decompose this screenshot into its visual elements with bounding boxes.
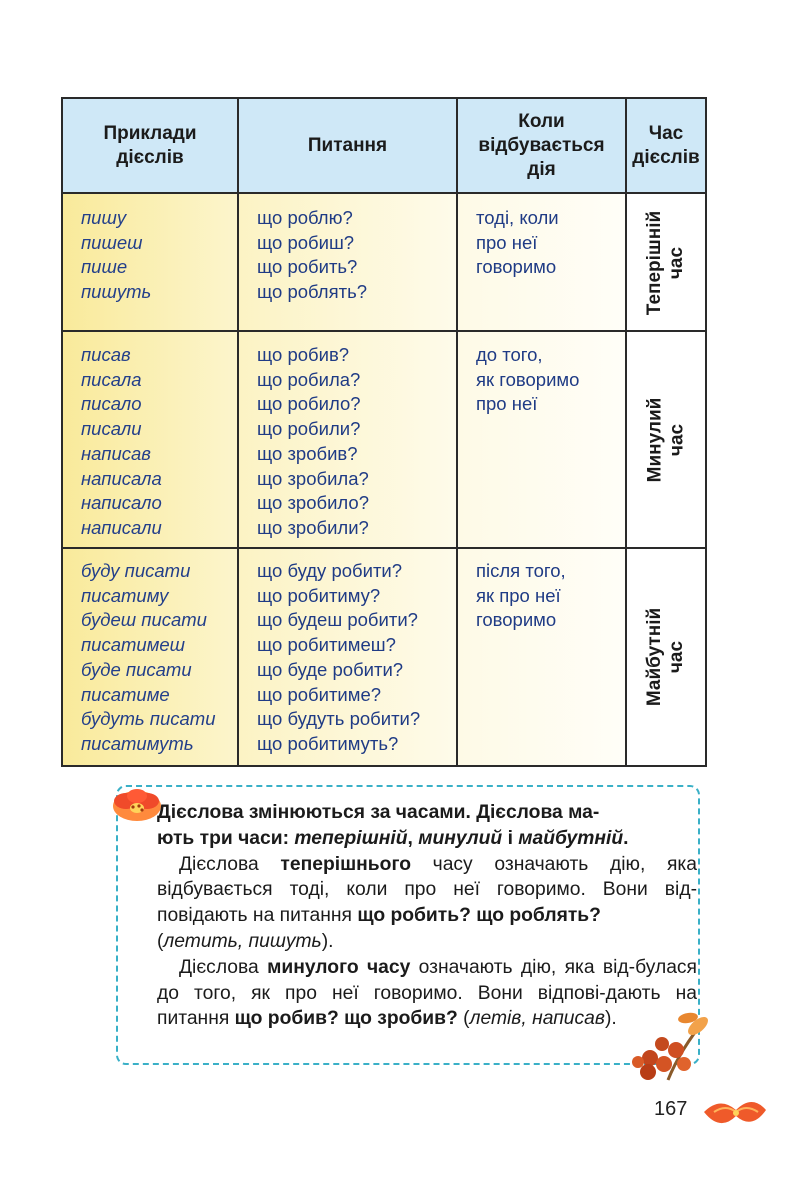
- rule-paragraph-3: [157, 955, 697, 1032]
- verb-example: писатиме: [81, 683, 170, 705]
- text: (: [457, 1008, 470, 1030]
- examples-future: [81, 559, 216, 757]
- question: що робить?: [257, 256, 358, 278]
- tense-label: час: [666, 640, 687, 674]
- question: що робитимеш?: [257, 634, 396, 656]
- row-divider: [63, 330, 705, 332]
- questions-future: [257, 559, 420, 757]
- verb-example: пишуть: [81, 281, 152, 303]
- rule-heading: Дієслова змінюються за часами. Дієслова ма-: [157, 802, 600, 823]
- when-line: як говоримо: [476, 368, 580, 390]
- question: що робитиме?: [257, 683, 382, 705]
- verb-example: писала: [81, 368, 142, 390]
- rule-paragraph-1: [157, 800, 697, 852]
- table-header: [63, 99, 705, 194]
- question: що будуть робити?: [257, 708, 421, 730]
- tense-present-term: теперішній: [294, 827, 408, 849]
- punct: ,: [407, 827, 419, 849]
- when-line: про неї: [476, 393, 538, 415]
- verb-example: писали: [81, 418, 142, 440]
- examples-past: [81, 343, 162, 541]
- tense-label: час: [666, 423, 688, 456]
- emph-questions: що робив? що зробив?: [234, 1008, 458, 1030]
- question: що буде робити?: [257, 658, 404, 680]
- text: Дієслова: [179, 853, 281, 875]
- question: що роблять?: [257, 281, 367, 303]
- col-divider: [456, 99, 458, 765]
- verb-example: будуть писати: [81, 708, 216, 730]
- verb-example: будеш писати: [81, 609, 207, 631]
- verb-example: писало: [81, 393, 142, 415]
- emph-past: минулого часу: [267, 956, 411, 978]
- question: що робиш?: [257, 231, 355, 253]
- header-question: Питання: [307, 134, 388, 156]
- rule-heading-cont: ють три часи:: [157, 827, 295, 849]
- berries-icon: [628, 1010, 712, 1084]
- verb-example: написало: [81, 492, 162, 514]
- when-line: про неї: [476, 231, 538, 253]
- when-line: говоримо: [476, 256, 557, 278]
- question: що робило?: [257, 393, 361, 415]
- verb-example: пишу: [81, 207, 127, 228]
- verb-example: пише: [81, 256, 128, 278]
- tense-future-term: майбутній: [518, 827, 624, 849]
- rule-paragraph-2: [157, 852, 697, 955]
- question: що зробили?: [257, 516, 369, 538]
- verb-tense-table: [61, 97, 707, 767]
- text: означають дію, яка від-булася до того, як про неї говоримо. Вони відпові-дають на питання: [157, 956, 697, 1030]
- text: ).: [321, 930, 334, 952]
- question: що робитиму?: [257, 584, 381, 606]
- text: часу означають дію, яка відбувається тоді, коли про неї говоримо. Вони від-повідають на питання: [157, 853, 697, 927]
- when-past: [476, 343, 579, 417]
- question: що зробило?: [257, 492, 370, 514]
- when-line: як про неї: [476, 584, 561, 606]
- verb-example: писатимуть: [81, 732, 194, 754]
- rule-text: [157, 800, 697, 1032]
- tense-past: [627, 332, 705, 547]
- question: що зробив?: [257, 442, 358, 464]
- verb-example: пишеш: [81, 231, 143, 253]
- conj: і: [502, 827, 519, 849]
- question: що будеш робити?: [257, 609, 418, 631]
- row-divider: [63, 547, 705, 549]
- header-examples: Приклади дієслів: [103, 122, 197, 168]
- when-future: [476, 559, 566, 633]
- when-line: тоді, коли: [476, 207, 559, 228]
- verb-example: буду писати: [81, 560, 191, 581]
- verb-example: буде писати: [81, 658, 192, 680]
- header-tense: Час дієслів: [632, 122, 700, 168]
- text: Дієслова: [179, 956, 268, 978]
- when-present: [476, 206, 559, 280]
- emph-present: теперішнього: [280, 853, 411, 875]
- text: (: [157, 930, 164, 952]
- tense-label: Теперішній: [644, 210, 665, 316]
- verb-example: написала: [81, 467, 162, 489]
- question: що робила?: [257, 368, 361, 390]
- page-number: 167: [654, 1098, 688, 1120]
- text: ).: [604, 1008, 617, 1030]
- punct: .: [623, 827, 629, 849]
- verb-example: написав: [81, 442, 151, 464]
- example-words: летить, пишуть: [163, 930, 322, 952]
- question: що буду робити?: [257, 560, 403, 581]
- when-line: після того,: [476, 560, 566, 581]
- example-words: летів, написав: [469, 1008, 605, 1030]
- examples-present: [81, 206, 151, 305]
- question: що робили?: [257, 418, 361, 440]
- col-divider: [237, 99, 239, 765]
- tense-future: [627, 549, 705, 765]
- tense-past-term: минулий: [418, 827, 503, 849]
- when-line: говоримо: [476, 609, 557, 631]
- questions-present: [257, 206, 367, 305]
- verb-example: писатиму: [81, 584, 169, 606]
- tense-label: Минулий: [644, 397, 666, 482]
- when-line: до того,: [476, 344, 543, 365]
- tense-label: Майбутній: [644, 607, 665, 707]
- emph-questions: що робить? що роблять?: [357, 905, 601, 927]
- question: що робив?: [257, 344, 350, 365]
- question: що роблю?: [257, 207, 353, 228]
- verb-example: писатимеш: [81, 634, 186, 656]
- verb-example: написали: [81, 516, 162, 538]
- tense-present: [627, 196, 705, 330]
- question: що робитимуть?: [257, 732, 399, 754]
- header-when: Коли відбувається дія: [478, 110, 605, 180]
- leaf-ornament-icon: [702, 1092, 768, 1134]
- question: що зробила?: [257, 467, 369, 489]
- tense-label: час: [666, 246, 687, 280]
- questions-past: [257, 343, 369, 541]
- verb-example: писав: [81, 344, 131, 365]
